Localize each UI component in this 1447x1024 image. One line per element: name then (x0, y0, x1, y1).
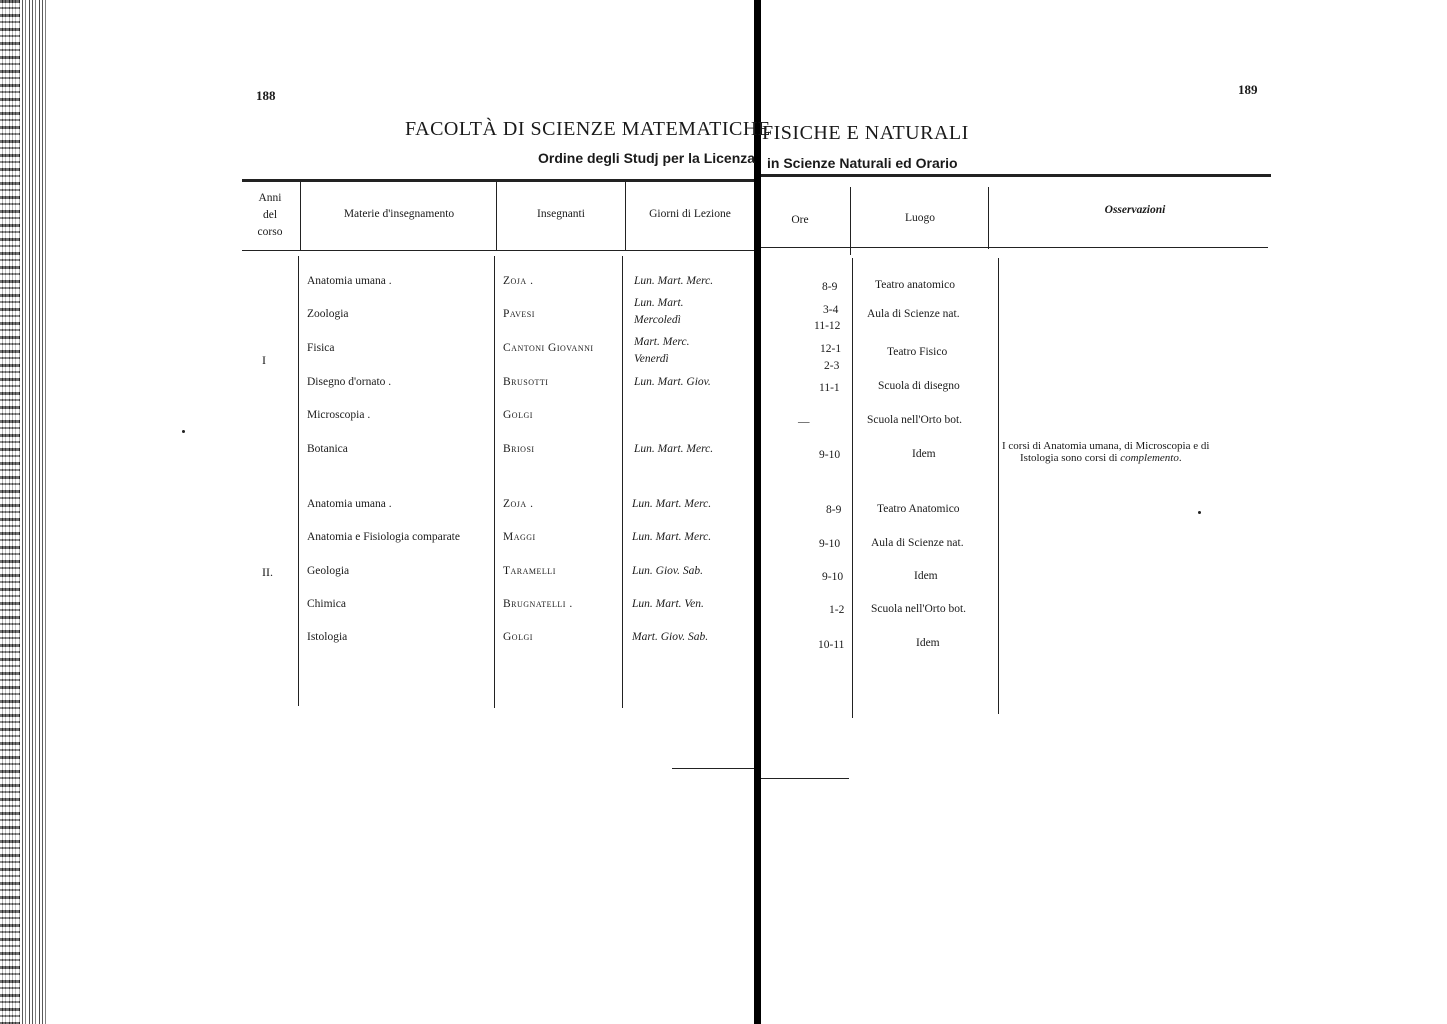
row-9-materia: Geologia (307, 565, 350, 577)
header-materie: Materie d'insegnamento (343, 208, 455, 220)
row-2-luogo: Aula di Scienze nat. (867, 308, 960, 320)
header-luogo: Luogo (904, 212, 936, 224)
row-7-giorni: Lun. Mart. Merc. (632, 498, 712, 510)
row-1-insegnante: Zoja . (503, 275, 534, 287)
title-right: FISICHE E NATURALI (762, 122, 969, 144)
rule-header-left (242, 250, 754, 251)
subtitle-right: in Scienze Naturali ed Orario (767, 155, 958, 171)
row-8-ore: 9-10 (819, 538, 841, 550)
row-3-giorni-1: Mart. Merc. (634, 336, 690, 348)
header-osservazioni: Osservazioni (1104, 204, 1166, 216)
row-8-materia: Anatomia e Fisiologia comparate (307, 531, 460, 543)
row-9-luogo: Idem (914, 570, 938, 582)
rule-top-right (761, 174, 1271, 177)
row-1-luogo: Teatro anatomico (875, 279, 955, 291)
row-3-ore-2: 2-3 (824, 360, 840, 372)
row-3-materia: Fisica (307, 342, 335, 354)
row-2-materia: Zoologia (307, 308, 349, 320)
row-11-materia: Istologia (307, 631, 348, 643)
row-7-insegnante: Zoja . (503, 498, 534, 510)
row-8-luogo: Aula di Scienze nat. (871, 537, 964, 549)
col-divider-3-body (622, 256, 623, 708)
header-anni (246, 190, 294, 241)
stray-mark (1198, 511, 1201, 514)
row-3-giorni-2: Venerdì (634, 353, 669, 365)
row-5-luogo: Scuola nell'Orto bot. (867, 414, 963, 426)
row-4-materia: Disegno d'ornato . (307, 376, 392, 388)
row-4-luogo: Scuola di disegno (878, 380, 960, 392)
row-6-ore: 9-10 (819, 449, 841, 461)
col-divider-2-body (494, 256, 495, 708)
row-2-ore-2: 11-12 (814, 320, 841, 332)
row-3-ore-1: 12-1 (820, 343, 842, 355)
year-label-1: I (262, 353, 266, 367)
row-6-luogo: Idem (912, 448, 936, 460)
row-4-ore: 11-1 (819, 382, 840, 394)
row-2-ore-1: 3-4 (823, 304, 839, 316)
row-10-materia: Chimica (307, 598, 346, 610)
observation-note (1002, 440, 1270, 464)
stray-mark (182, 430, 185, 433)
rule-bottom-right (761, 778, 849, 779)
row-11-giorni: Mart. Giov. Sab. (632, 631, 709, 643)
row-8-giorni: Lun. Mart. Merc. (632, 531, 712, 543)
row-1-giorni: Lun. Mart. Merc. (634, 275, 714, 287)
row-2-giorni-2: Mercoledì (634, 314, 681, 326)
header-ore: Ore (791, 214, 809, 226)
observation-line2-end: . (1178, 452, 1182, 464)
row-4-insegnante: Brusotti (503, 376, 549, 388)
header-anni-line2: del (262, 209, 278, 221)
row-10-giorni: Lun. Mart. Ven. (632, 598, 704, 610)
header-insegnanti: Insegnanti (537, 208, 585, 220)
row-9-giorni: Lun. Giov. Sab. (632, 565, 704, 577)
col-divider-2-header (496, 182, 497, 250)
row-7-materia: Anatomia umana . (307, 498, 392, 510)
subtitle-left: Ordine degli Studj per la Licenza (538, 150, 756, 166)
col-divider-luogo-header (988, 187, 989, 249)
row-10-insegnante: Brugnatelli . (503, 598, 573, 610)
row-3-insegnante: Cantoni Giovanni (503, 342, 594, 354)
year-label-2: II. (262, 565, 273, 579)
col-divider-1-header (300, 182, 301, 250)
header-giorni: Giorni di Lezione (649, 208, 731, 220)
row-7-ore: 8-9 (826, 504, 842, 516)
row-9-insegnante: Taramelli (503, 565, 556, 577)
row-5-materia: Microscopia . (307, 409, 371, 421)
row-7-luogo: Teatro Anatomico (877, 503, 960, 515)
row-2-insegnante: Pavesi (503, 308, 535, 320)
row-6-insegnante: Briosi (503, 443, 535, 455)
title-left: FACOLTÀ DI SCIENZE MATEMATICHE (405, 118, 771, 140)
row-10-luogo: Scuola nell'Orto bot. (871, 603, 967, 615)
rule-bottom-left (672, 768, 754, 769)
row-1-ore: 8-9 (822, 281, 838, 293)
page-number-left: 188 (256, 88, 276, 103)
row-11-insegnante: Golgi (503, 631, 533, 643)
book-spine (754, 0, 761, 1024)
row-2-giorni-1: Lun. Mart. (634, 297, 684, 309)
header-anni-line3: corso (257, 226, 283, 238)
scan-edge-shadow (0, 0, 20, 1024)
row-9-ore: 9-10 (822, 571, 844, 583)
row-6-giorni: Lun. Mart. Merc. (634, 443, 714, 455)
row-3-luogo: Teatro Fisico (887, 346, 948, 358)
observation-emphasis: complemento (1120, 452, 1179, 464)
row-8-insegnante: Maggi (503, 531, 536, 543)
observation-line2-text: Istologia sono corsi di (1020, 452, 1121, 464)
row-10-ore: 1-2 (829, 604, 845, 616)
observation-line2 (1002, 452, 1270, 464)
rule-header-right (761, 247, 1268, 248)
row-1-materia: Anatomia umana . (307, 275, 392, 287)
page-number-right: 189 (1238, 82, 1258, 97)
col-divider-luogo-body (998, 258, 999, 714)
observation-line1: I corsi di Anatomia umana, di Microscopia e di (1002, 440, 1210, 452)
row-5-ore: — (798, 416, 810, 428)
col-divider-ore-body (852, 258, 853, 718)
rule-top-left (242, 179, 754, 182)
row-4-giorni: Lun. Mart. Giov. (634, 376, 711, 388)
row-6-materia: Botanica (307, 443, 348, 455)
row-11-luogo: Idem (916, 637, 940, 649)
row-5-insegnante: Golgi (503, 409, 533, 421)
row-11-ore: 10-11 (818, 639, 845, 651)
col-divider-ore-header (850, 187, 851, 255)
col-divider-1-body (298, 256, 299, 706)
header-anni-line1: Anni (258, 192, 282, 204)
